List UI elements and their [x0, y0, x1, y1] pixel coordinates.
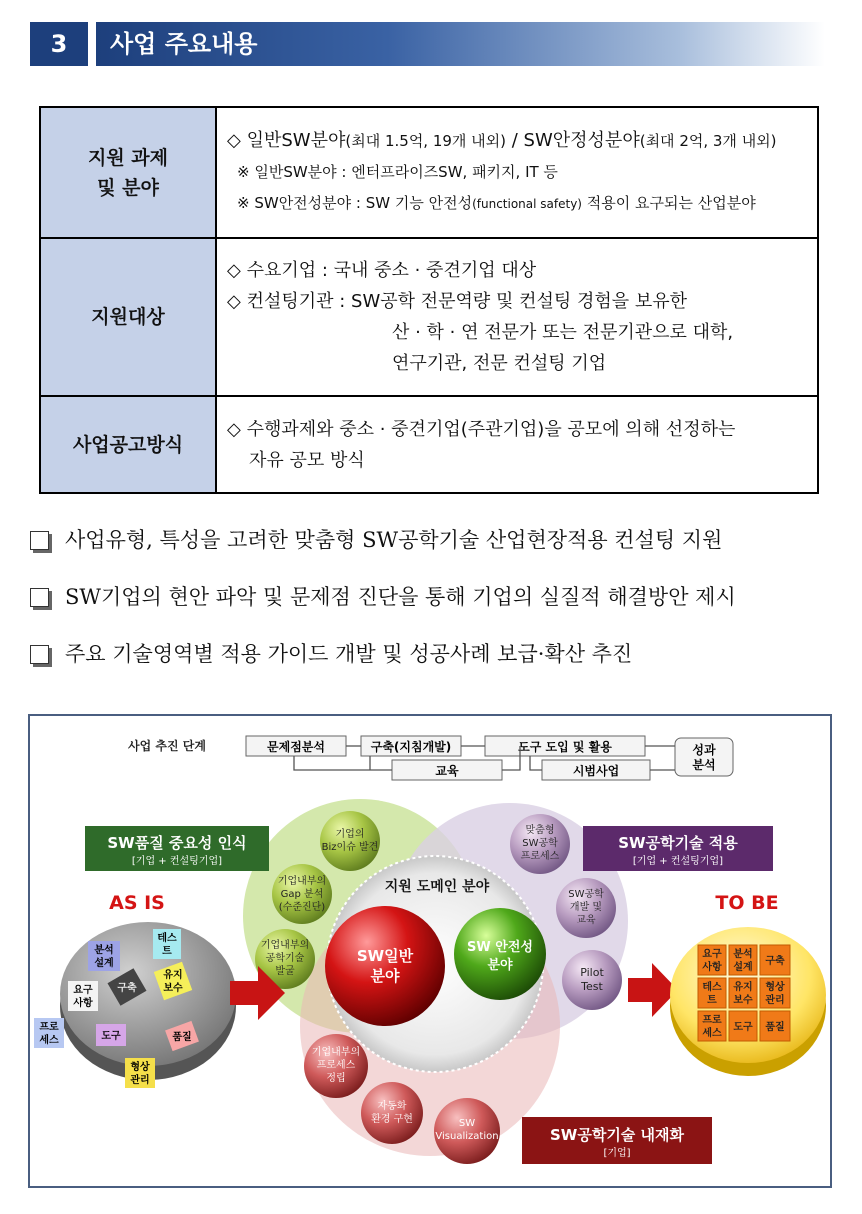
sphere-label: 분야	[487, 958, 513, 973]
svg-text:도구: 도구	[733, 1022, 753, 1033]
svg-text:Biz이슈 발견: Biz이슈 발견	[321, 842, 379, 853]
svg-text:Test: Test	[581, 980, 603, 993]
bullet-text: 사업유형, 특성을 고려한 맞춤형 SW공학기술 산업현장적용 컨설팅 지원	[65, 528, 723, 552]
row-header-line: 사업공고방식	[72, 433, 184, 456]
square-bullet-icon	[30, 588, 49, 607]
row-header-line: 지원 과제	[87, 146, 169, 169]
steps-label: 사업 추진 단계	[128, 739, 206, 753]
svg-text:분석: 분석	[94, 945, 114, 956]
svg-text:품질: 품질	[765, 1022, 785, 1033]
svg-text:환경 구현: 환경 구현	[371, 1114, 413, 1125]
svg-text:관리: 관리	[130, 1075, 150, 1086]
row-content	[216, 396, 818, 493]
sphere-label: SW 안전성	[467, 940, 533, 955]
bullet-text: 주요 기술영역별 적용 가이드 개발 및 성공사례 보급·확산 추진	[65, 642, 633, 666]
to-be-label: TO BE	[715, 892, 779, 914]
svg-text:기업의: 기업의	[335, 829, 365, 840]
process-steps	[127, 736, 733, 780]
as-is-label: AS IS	[109, 892, 165, 914]
content-line: 산 · 학 · 연 전문가 또는 전문기관으로 대학,	[392, 322, 734, 343]
step-label: 구축(지침개발)	[370, 740, 452, 754]
svg-text:유지: 유지	[163, 970, 183, 981]
content-line: ◇ 수행과제와 중소 · 중견기업(주관기업)을 공모에 의해 선정하는	[227, 418, 736, 440]
sw-general-sphere	[325, 906, 445, 1026]
svg-text:분석: 분석	[733, 949, 753, 960]
content-line: ◇ 수요기업 : 국내 중소 · 중견기업 대상	[227, 260, 537, 281]
row-header-line: 및 분야	[97, 176, 159, 199]
center-domain-title: 지원 도메인 분야	[384, 879, 490, 895]
purple-label-box	[583, 826, 773, 871]
to-be-grid	[698, 945, 790, 1041]
svg-text:맞춤형: 맞춤형	[525, 825, 555, 836]
sphere-label: 분야	[370, 967, 400, 985]
row-header	[40, 107, 216, 238]
row-header	[40, 238, 216, 396]
svg-text:구축: 구축	[117, 983, 137, 994]
sphere-label: SW일반	[356, 947, 414, 965]
bullet-list	[30, 522, 830, 693]
green-label-box	[85, 826, 269, 871]
step-label: 교육	[435, 764, 459, 778]
svg-text:트: 트	[162, 946, 172, 957]
svg-text:테스: 테스	[157, 933, 177, 944]
square-bullet-icon	[30, 531, 49, 550]
svg-text:유지: 유지	[733, 982, 753, 993]
svg-text:보수: 보수	[733, 995, 753, 1006]
svg-text:Visualization: Visualization	[435, 1131, 499, 1142]
section-title: 사업 주요내용	[110, 30, 258, 58]
list-item	[30, 522, 830, 579]
svg-text:설계: 설계	[733, 962, 753, 973]
svg-text:자동화: 자동화	[377, 1101, 407, 1112]
svg-text:기업내부의: 기업내부의	[311, 1047, 361, 1058]
diagram-svg	[30, 716, 830, 1186]
svg-text:SW공학기술 내재화: SW공학기술 내재화	[549, 1126, 685, 1144]
step-label: 도구 도입 및 활용	[518, 740, 612, 754]
svg-text:[기업 + 컨설팅기업]: [기업 + 컨설팅기업]	[131, 856, 223, 867]
red-label-box	[522, 1117, 712, 1164]
list-item	[30, 579, 830, 636]
svg-text:(수준진단): (수준진단)	[278, 902, 326, 913]
svg-text:Gap 분석: Gap 분석	[280, 889, 324, 900]
svg-text:발굴: 발굴	[275, 966, 295, 977]
square-bullet-icon	[30, 645, 49, 664]
svg-text:프로: 프로	[702, 1015, 722, 1026]
bullet-text: SW기업의 현안 파악 및 문제점 진단을 통해 기업의 실질적 해결방안 제시	[65, 585, 736, 609]
svg-text:공학기술: 공학기술	[265, 953, 305, 964]
svg-text:SW공학: SW공학	[522, 838, 558, 849]
svg-text:보수: 보수	[163, 983, 183, 994]
svg-text:SW품질 중요성 인식: SW품질 중요성 인식	[107, 834, 247, 852]
svg-text:기업내부의: 기업내부의	[277, 876, 327, 887]
svg-text:사항: 사항	[702, 962, 722, 973]
content-line: ◇ 컨설팅기관 : SW공학 전문역량 및 컨설팅 경험을 보유한	[227, 291, 688, 312]
section-number: 3	[30, 22, 88, 66]
svg-text:프로세스: 프로세스	[316, 1060, 356, 1071]
svg-text:프로세스: 프로세스	[520, 851, 560, 862]
svg-text:요구: 요구	[702, 949, 722, 960]
svg-text:도구: 도구	[101, 1031, 121, 1042]
row-header	[40, 396, 216, 493]
svg-text:관리: 관리	[765, 995, 785, 1006]
svg-text:정립: 정립	[326, 1073, 346, 1084]
content-note: ※ 일반SW분야 : 엔터프라이즈SW, 패키지, IT 등	[237, 163, 558, 181]
process-diagram	[28, 714, 832, 1188]
svg-text:기업내부의: 기업내부의	[260, 940, 310, 951]
svg-text:테스: 테스	[702, 982, 722, 993]
step-label: 분석	[692, 758, 716, 772]
svg-text:형상: 형상	[765, 982, 785, 993]
table-row	[40, 396, 818, 493]
svg-text:설계: 설계	[94, 958, 114, 969]
content-line: 연구기관, 전문 컨설팅 기업	[392, 353, 607, 374]
svg-text:형상: 형상	[130, 1062, 150, 1073]
content-line: ◇ 일반SW분야(최대 1.5억, 19개 내외) / SW안정성분야(최대 2억, 3개 내외)	[227, 130, 777, 151]
row-content	[216, 107, 818, 238]
step-label: 문제점분석	[267, 740, 325, 754]
svg-text:사항: 사항	[73, 998, 93, 1009]
svg-text:구축: 구축	[765, 956, 785, 967]
svg-text:요구: 요구	[73, 985, 93, 996]
table-row	[40, 238, 818, 396]
svg-text:SW: SW	[458, 1118, 476, 1129]
svg-text:프로: 프로	[39, 1022, 59, 1033]
svg-text:[기업 + 컨설팅기업]: [기업 + 컨설팅기업]	[632, 856, 724, 867]
svg-text:트: 트	[707, 995, 717, 1006]
step-label: 시범사업	[572, 764, 620, 778]
svg-text:세스: 세스	[39, 1035, 59, 1046]
step-label: 성과	[692, 743, 716, 757]
table-row	[40, 107, 818, 238]
svg-text:교육: 교육	[576, 915, 596, 926]
row-content	[216, 238, 818, 396]
svg-text:SW공학: SW공학	[568, 889, 604, 900]
svg-text:[기업]: [기업]	[603, 1148, 631, 1159]
content-note: ※ SW안전성분야 : SW 기능 안전성(functional safety) 적용이 요구되는 산업분야	[237, 194, 756, 212]
section-header	[30, 22, 825, 66]
svg-text:SW공학기술 적용: SW공학기술 적용	[618, 834, 738, 852]
row-header-line: 지원대상	[91, 306, 165, 328]
svg-text:세스: 세스	[702, 1028, 722, 1039]
svg-text:Pilot: Pilot	[580, 966, 604, 979]
section-title-bar	[96, 22, 825, 66]
content-line: 자유 공모 방식	[249, 449, 365, 471]
info-table	[39, 106, 819, 494]
list-item	[30, 636, 830, 693]
svg-text:품질: 품질	[172, 1032, 192, 1043]
svg-text:개발 및: 개발 및	[569, 902, 603, 913]
